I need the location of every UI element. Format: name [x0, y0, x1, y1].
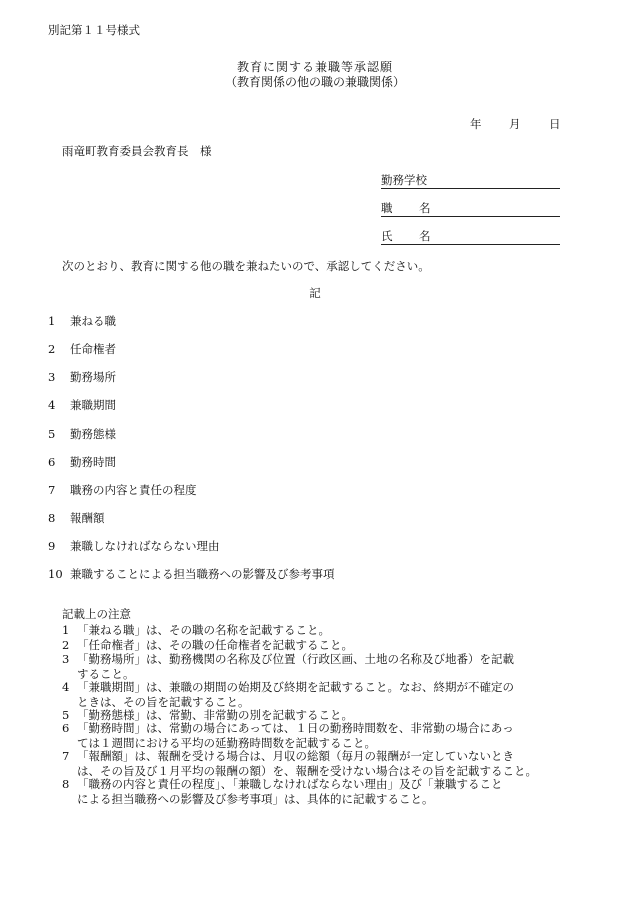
list-item: [48, 454, 116, 470]
note-line: は、その旨及び１月平均の報酬の額）を、報酬を受けない場合はその旨を記載すること。: [77, 764, 537, 778]
name-label-2: 名: [419, 229, 431, 243]
item-label: 勤務態様: [70, 427, 116, 441]
list-item: [48, 538, 220, 554]
list-item: [48, 313, 116, 329]
date-day-label: 日: [549, 117, 561, 131]
note-line: 「兼ねる職」は、その職の名称を記載すること。: [77, 623, 330, 637]
note-item: [62, 721, 514, 751]
note-number: 1: [62, 623, 70, 637]
name-field[interactable]: [381, 228, 560, 245]
item-label: 報酬額: [70, 511, 105, 525]
item-label: 兼職期間: [70, 398, 116, 412]
note-line: 「兼職期間」は、兼職の期間の始期及び終期を記載すること。なお、終期が不確定の: [77, 680, 514, 694]
note-number: 8: [62, 777, 70, 791]
note-line: 「任命権者」は、その職の任命権者を記載すること。: [77, 638, 353, 652]
note-number: 6: [62, 721, 70, 735]
note-item: [62, 652, 514, 682]
item-number: 2: [48, 342, 56, 356]
item-number: 5: [48, 427, 56, 441]
note-item: [62, 749, 537, 779]
list-item: [48, 482, 197, 498]
note-item: [62, 680, 514, 710]
note-number: 2: [62, 638, 70, 652]
position-field[interactable]: [381, 200, 560, 217]
note-line: すること。: [77, 667, 135, 681]
item-label: 職務の内容と責任の程度: [70, 483, 197, 497]
item-label: 兼職することによる担当職務への影響及び参考事項: [70, 567, 335, 581]
list-item: [48, 566, 335, 582]
note-item: [62, 777, 503, 807]
item-number: 9: [48, 539, 56, 553]
note-number: 7: [62, 749, 70, 763]
note-line: 「報酬額」は、報酬を受ける場合は、月収の総額（毎月の報酬が一定していないとき: [77, 749, 514, 763]
school-label: 勤務学校: [381, 173, 427, 187]
note-number: 3: [62, 652, 70, 666]
note-number: 4: [62, 680, 70, 694]
item-number: 4: [48, 398, 56, 412]
intro-text: 次のとおり、教育に関する他の職を兼ねたいので、承認してください。: [62, 259, 430, 273]
list-item: [48, 369, 116, 385]
note-line: 「勤務時間」は、常勤の場合にあっては、１日の勤務時間数を、非常勤の場合にあっ: [77, 721, 514, 735]
list-item: [48, 397, 116, 413]
list-item: [48, 341, 116, 357]
note-item: [62, 623, 330, 638]
ki-heading: 記: [309, 286, 321, 300]
item-number: 10: [48, 567, 63, 581]
position-label-2: 名: [419, 201, 431, 215]
note-number: 5: [62, 708, 70, 722]
notes-heading: 記載上の注意: [62, 607, 131, 621]
item-number: 8: [48, 511, 56, 525]
school-field[interactable]: [381, 172, 560, 189]
list-item: [48, 510, 105, 526]
addressee: 雨竜町教育委員会教育長 様: [62, 144, 212, 158]
note-line: 「職務の内容と責任の程度」、「兼職しなければならない理由」及び「兼職すること: [77, 777, 503, 791]
note-item: [62, 638, 353, 653]
form-number: 別記第１１号様式: [48, 23, 140, 37]
item-label: 勤務場所: [70, 370, 116, 384]
list-item: [48, 426, 116, 442]
item-label: 任命権者: [70, 342, 116, 356]
item-number: 1: [48, 314, 56, 328]
note-line: による担当職務への影響及び参考事項」は、具体的に記載すること。: [77, 792, 434, 806]
note-line: ときは、その旨を記載すること。: [77, 695, 250, 709]
item-label: 勤務時間: [70, 455, 116, 469]
item-label: 兼職しなければならない理由: [70, 539, 220, 553]
item-number: 6: [48, 455, 56, 469]
item-label: 兼ねる職: [70, 314, 116, 328]
note-line: ては１週間における平均の延勤務時間数を記載すること。: [77, 736, 376, 750]
note-line: 「勤務場所」は、勤務機関の名称及び位置（行政区画、土地の名称及び地番）を記載: [77, 652, 514, 666]
document-subtitle: （教育関係の他の職の兼職関係）: [224, 75, 405, 89]
position-label-1: 職: [381, 201, 393, 215]
date-month-label: 月: [509, 117, 521, 131]
name-label-1: 氏: [381, 229, 393, 243]
note-line: 「勤務態様」は、常勤、非常勤の別を記載すること。: [77, 708, 353, 722]
document-title: 教育に関する兼職等承認願: [236, 60, 393, 74]
date-year-label: 年: [470, 117, 482, 131]
item-number: 3: [48, 370, 56, 384]
item-number: 7: [48, 483, 56, 497]
